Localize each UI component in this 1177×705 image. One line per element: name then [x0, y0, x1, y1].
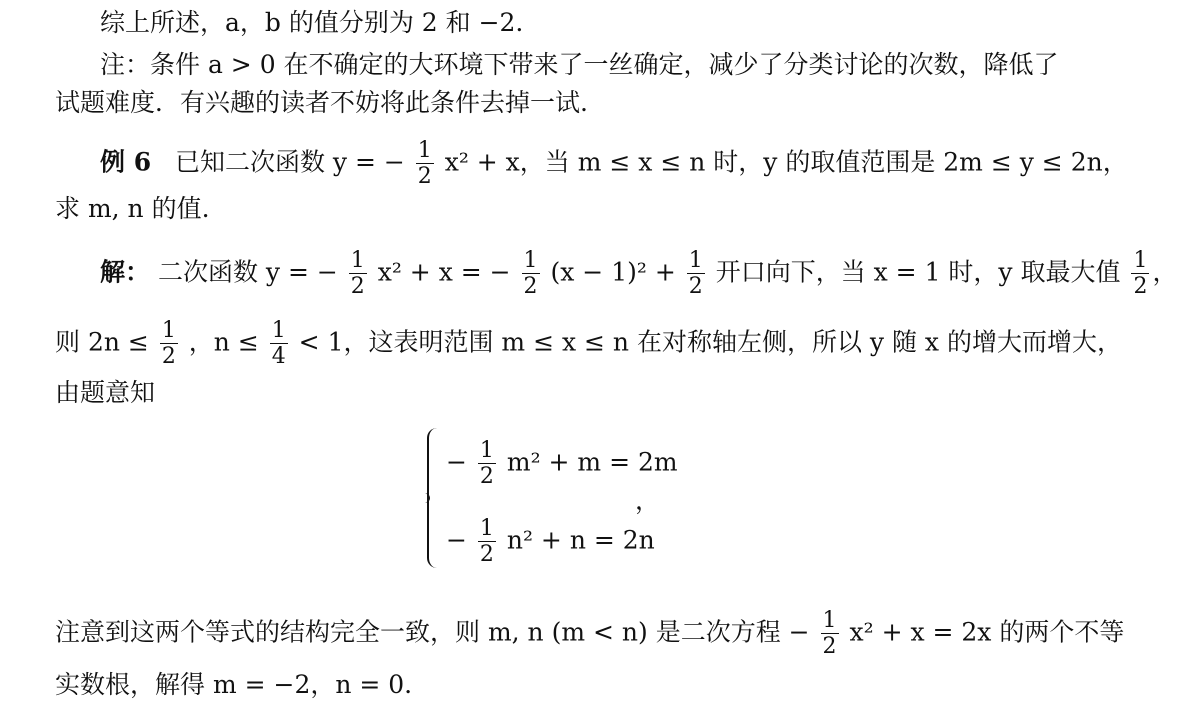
solution-text-a: 二次函数 y = −: [157, 257, 338, 287]
conclusion-text-a: 注意到这两个等式的结构完全一致，则 m, n (m < n) 是二次方程 −: [55, 617, 810, 647]
example-text-b: x² + x，当 m ≤ x ≤ n 时，y 的取值范围是 2m ≤ y ≤ 2n，: [444, 147, 1128, 177]
fraction-denominator: 2: [523, 274, 538, 299]
system-eq2-text: n² + n = 2n: [506, 525, 655, 555]
fraction-denominator: 2: [479, 464, 494, 489]
fraction-numerator: 1: [822, 608, 837, 633]
solution-label: 解：: [100, 257, 151, 287]
conclusion-text-b: x² + x = 2x 的两个不等: [849, 617, 1125, 647]
solution-text-b: x² + x = −: [377, 257, 511, 287]
fraction-denominator: 2: [350, 274, 365, 299]
system-brace-tip: [418, 493, 430, 503]
fraction-denominator: 2: [688, 274, 703, 299]
summary-line: [100, 8, 540, 38]
fraction-numerator: 1: [417, 138, 432, 163]
fraction-numerator: 1: [479, 438, 494, 463]
solution-line: 解： 二次函数 y = − $\frac{1}{2}$ x² + x = − $\frac{1}{2}$ (x − 1)² + $\frac{1}{2}$ 开口向下，当 x = 1 时，y 取最大值 $\frac{1}{2}$ ，: [100, 248, 1177, 299]
solution-fraction-2: [522, 250, 540, 298]
solution-fraction-3: [687, 250, 705, 298]
solution-fraction-4: [1131, 250, 1149, 298]
fraction-numerator: 1: [688, 248, 703, 273]
answer-text: 实数根，解得 m = −2，n = 0．: [55, 670, 430, 699]
fraction-denominator: 2: [822, 634, 837, 659]
answer-line: [55, 670, 429, 700]
system-equation-2: [446, 518, 655, 566]
system-eq1-minus: −: [446, 447, 467, 477]
inequality-text-a: 则 2n ≤: [55, 327, 149, 357]
fraction-numerator: 1: [1133, 248, 1148, 273]
fraction-numerator: 1: [523, 248, 538, 273]
system-eq2-fraction: [478, 518, 496, 566]
solution-text-c: (x − 1)² +: [550, 257, 676, 287]
fraction-numerator: 1: [350, 248, 365, 273]
inequality-text-b: ，n ≤: [188, 327, 259, 357]
fraction-denominator: 4: [271, 344, 286, 369]
conclusion-line: [55, 610, 1124, 658]
note-text-1: 注：条件 a > 0 在不确定的大环境下带来了一丝确定，减少了分类讨论的次数，降低了: [100, 50, 1059, 79]
example-label: 例 6: [100, 147, 152, 177]
system-comma: [635, 486, 660, 516]
fraction-numerator: 1: [479, 516, 494, 541]
fraction-numerator: 1: [271, 318, 286, 343]
fraction-numerator: 1: [161, 318, 176, 343]
fraction-denominator: 2: [161, 344, 176, 369]
given-line: [55, 378, 155, 408]
question-line: [55, 194, 210, 224]
inequality-text-c: < 1，这表明范围 m ≤ x ≤ n 在对称轴左侧，所以 y 随 x 的增大而增大，: [298, 327, 1122, 357]
system-eq1-text: m² + m = 2m: [506, 447, 678, 477]
solution-fraction-1: [349, 250, 367, 298]
example-line: [100, 140, 1128, 188]
summary-text: 综上所述，a，b 的值分别为 2 和 −2．: [100, 8, 541, 37]
system-comma-text: ，: [635, 486, 661, 515]
system-equation-1: [446, 440, 678, 488]
system-eq1-fraction: [478, 440, 496, 488]
conclusion-fraction: [821, 610, 839, 658]
inequality-line: [55, 320, 1122, 368]
example-text-a: 已知二次函数 y = −: [174, 147, 405, 177]
question-text: 求 m, n 的值.: [55, 194, 210, 223]
system-eq2-minus: −: [446, 525, 467, 555]
note-line-1: [100, 50, 1059, 80]
fraction-denominator: 2: [417, 164, 432, 189]
inequality-fraction-1: [160, 320, 178, 368]
inequality-fraction-2: [270, 320, 288, 368]
example-fraction: [416, 140, 434, 188]
solution-text-d: 开口向下，当 x = 1 时，y 取最大值: [715, 257, 1121, 287]
fraction-denominator: 2: [1133, 274, 1148, 299]
note-line-2: [55, 88, 588, 118]
given-text: 由题意知: [55, 378, 156, 407]
fraction-denominator: 2: [479, 542, 494, 567]
note-text-2: 试题难度．有兴趣的读者不妨将此条件去掉一试.: [55, 88, 588, 117]
